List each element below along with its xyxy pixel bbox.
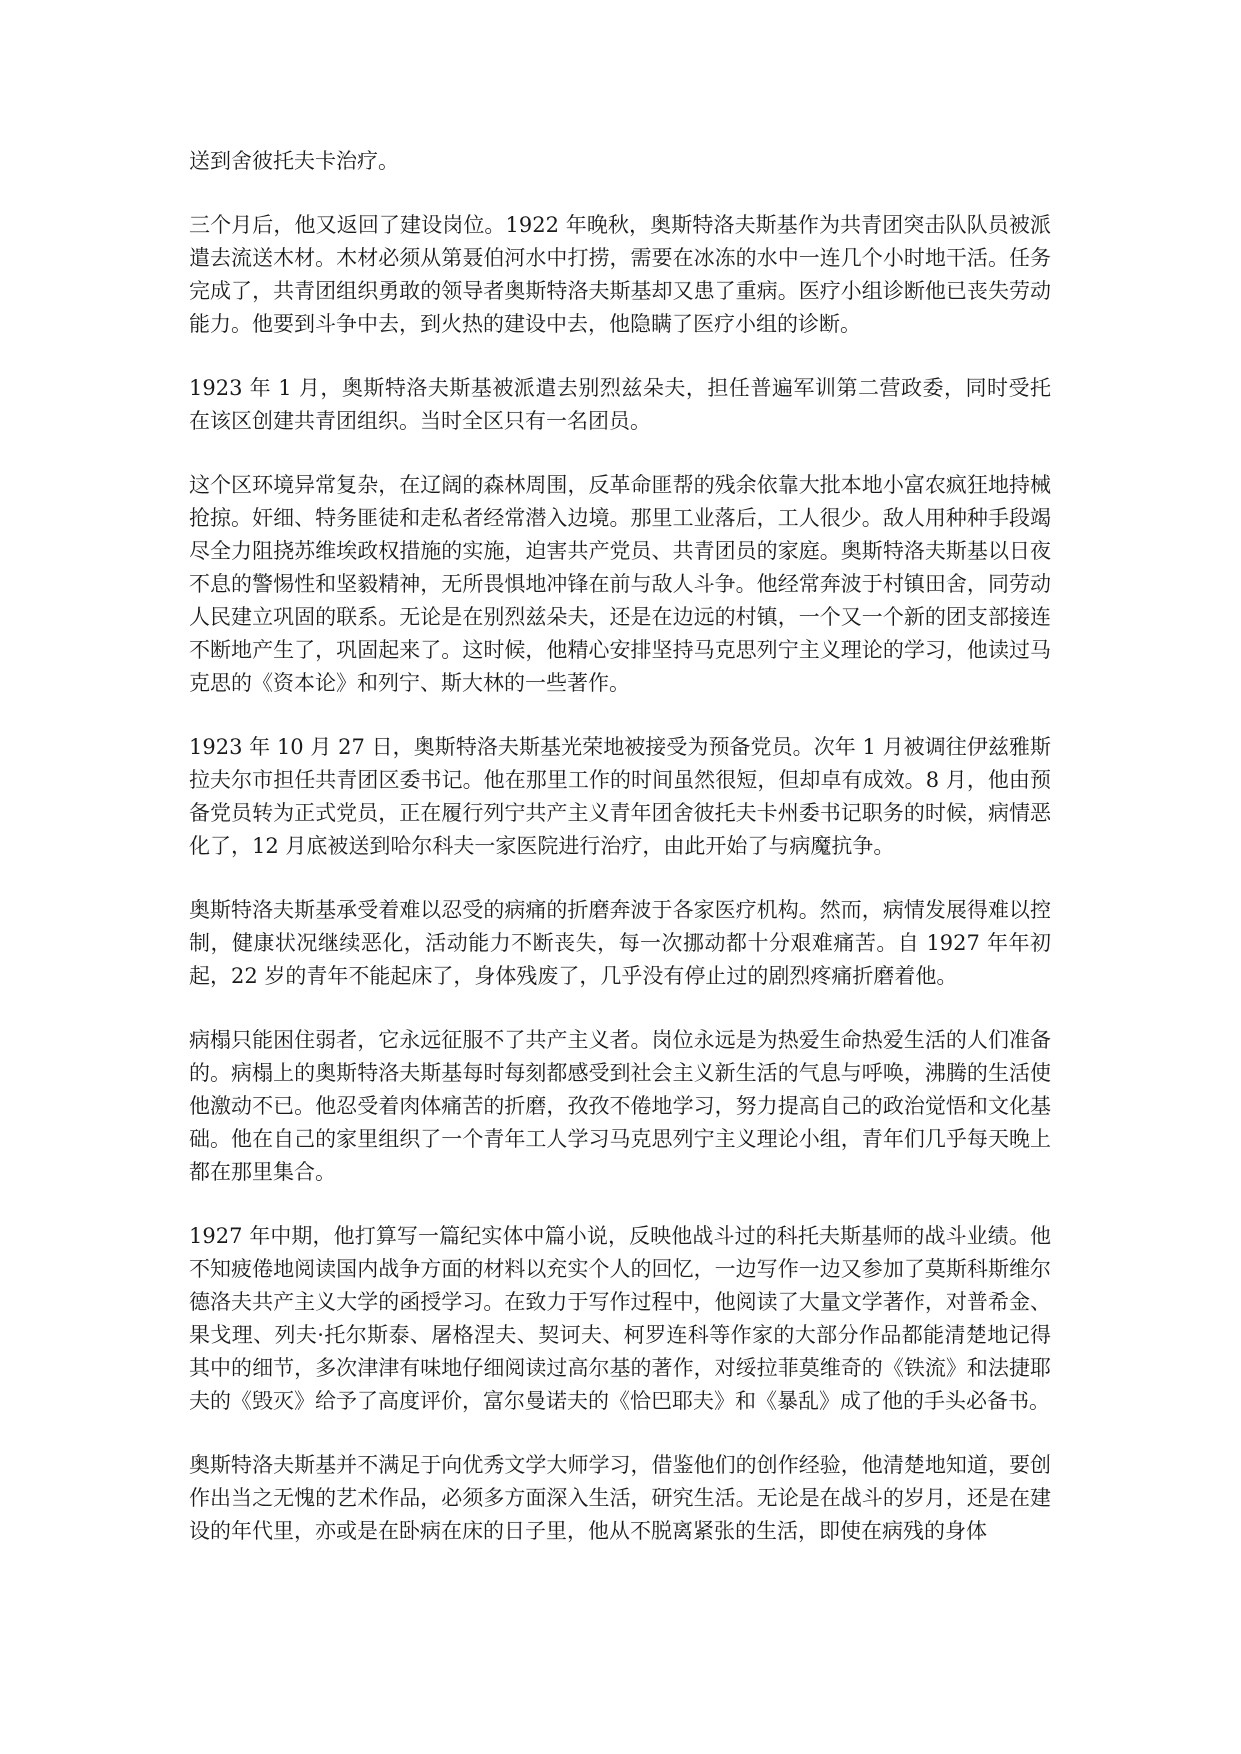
paragraph-6: 奥斯特洛夫斯基承受着难以忍受的病痛的折磨奔波于各家医疗机构。然而，病情发展得难以控制，健康状况继续恶化，活动能力不断丧失，每一次挪动都十分艰难痛苦。自 1927 年年初起，22 岁的青年不能起床了，身体残废了，几乎没有停止过的剧烈疼痛折磨着他。	[189, 898, 1051, 988]
paragraph-3: 1923 年 1 月，奥斯特洛夫斯基被派遣去别烈兹朵夫，担任普遍军训第二营政委，同时受托在该区创建共青团组织。当时全区只有一名团员。	[189, 376, 1051, 433]
paragraph-9: 奥斯特洛夫斯基并不满足于向优秀文学大师学习，借鉴他们的创作经验，他清楚地知道，要创作出当之无愧的艺术作品，必须多方面深入生活，研究生活。无论是在战斗的岁月，还是在建设的年代里，亦或是在卧病在床的日子里，他从不脱离紧张的生活，即使在病残的身体	[189, 1453, 1051, 1543]
document-body	[189, 145, 1051, 1579]
paragraph-8: 1927 年中期，他打算写一篇纪实体中篇小说，反映他战斗过的科托夫斯基师的战斗业绩。他不知疲倦地阅读国内战争方面的材料以充实个人的回忆，一边写作一边又参加了莫斯科斯维尔德洛夫共产主义大学的函授学习。在致力于写作过程中，他阅读了大量文学著作，对普希金、果戈理、列夫·托尔斯泰、屠格涅夫、契诃夫、柯罗连科等作家的大部分作品都能清楚地记得其中的细节，多次津津有味地仔细阅读过高尔基的著作，对绥拉菲莫维奇的《铁流》和法捷耶夫的《毁灭》给予了高度评价，富尔曼诺夫的《恰巴耶夫》和《暴乱》成了他的手头必备书。	[189, 1224, 1051, 1413]
paragraph-4: 这个区环境异常复杂，在辽阔的森林周围，反革命匪帮的残余依靠大批本地小富农疯狂地持械抢掠。奸细、特务匪徒和走私者经常潜入边境。那里工业落后，工人很少。敌人用种种手段竭尽全力阻挠苏维埃政权措施的实施，迫害共产党员、共青团员的家庭。奥斯特洛夫斯基以日夜不息的警惕性和坚毅精神，无所畏惧地冲锋在前与敌人斗争。他经常奔波于村镇田舍，同劳动人民建立巩固的联系。无论是在别烈兹朵夫，还是在边远的村镇，一个又一个新的团支部接连不断地产生了，巩固起来了。这时候，他精心安排坚持马克思列宁主义理论的学习，他读过马克思的《资本论》和列宁、斯大林的一些著作。	[189, 473, 1051, 695]
paragraph-2: 三个月后，他又返回了建设岗位。1922 年晚秋，奥斯特洛夫斯基作为共青团突击队队员被派遣去流送木材。木材必须从第聂伯河水中打捞，需要在冰冻的水中一连几个小时地干活。任务完成了，共青团组织勇敢的领导者奥斯特洛夫斯基却又患了重病。医疗小组诊断他已丧失劳动能力。他要到斗争中去，到火热的建设中去，他隐瞒了医疗小组的诊断。	[189, 213, 1051, 336]
paragraph-7: 病榻只能困住弱者，它永远征服不了共产主义者。岗位永远是为热爱生命热爱生活的人们准备的。病榻上的奥斯特洛夫斯基每时每刻都感受到社会主义新生活的气息与呼唤，沸腾的生活使他激动不已。他忍受着肉体痛苦的折磨，孜孜不倦地学习，努力提高自己的政治觉悟和文化基础。他在自己的家里组织了一个青年工人学习马克思列宁主义理论小组，青年们几乎每天晚上都在那里集合。	[189, 1028, 1051, 1184]
paragraph-5: 1923 年 10 月 27 日，奥斯特洛夫斯基光荣地被接受为预备党员。次年 1 月被调往伊兹雅斯拉夫尔市担任共青团区委书记。他在那里工作的时间虽然很短，但却卓有成效。8 月，他由预备党员转为正式党员，正在履行列宁共产主义青年团舍彼托夫卡州委书记职务的时候，病情恶化了，12 月底被送到哈尔科夫一家医院进行治疗，由此开始了与病魔抗争。	[189, 735, 1051, 858]
paragraph-1: 送到舍彼托夫卡治疗。	[189, 149, 399, 173]
